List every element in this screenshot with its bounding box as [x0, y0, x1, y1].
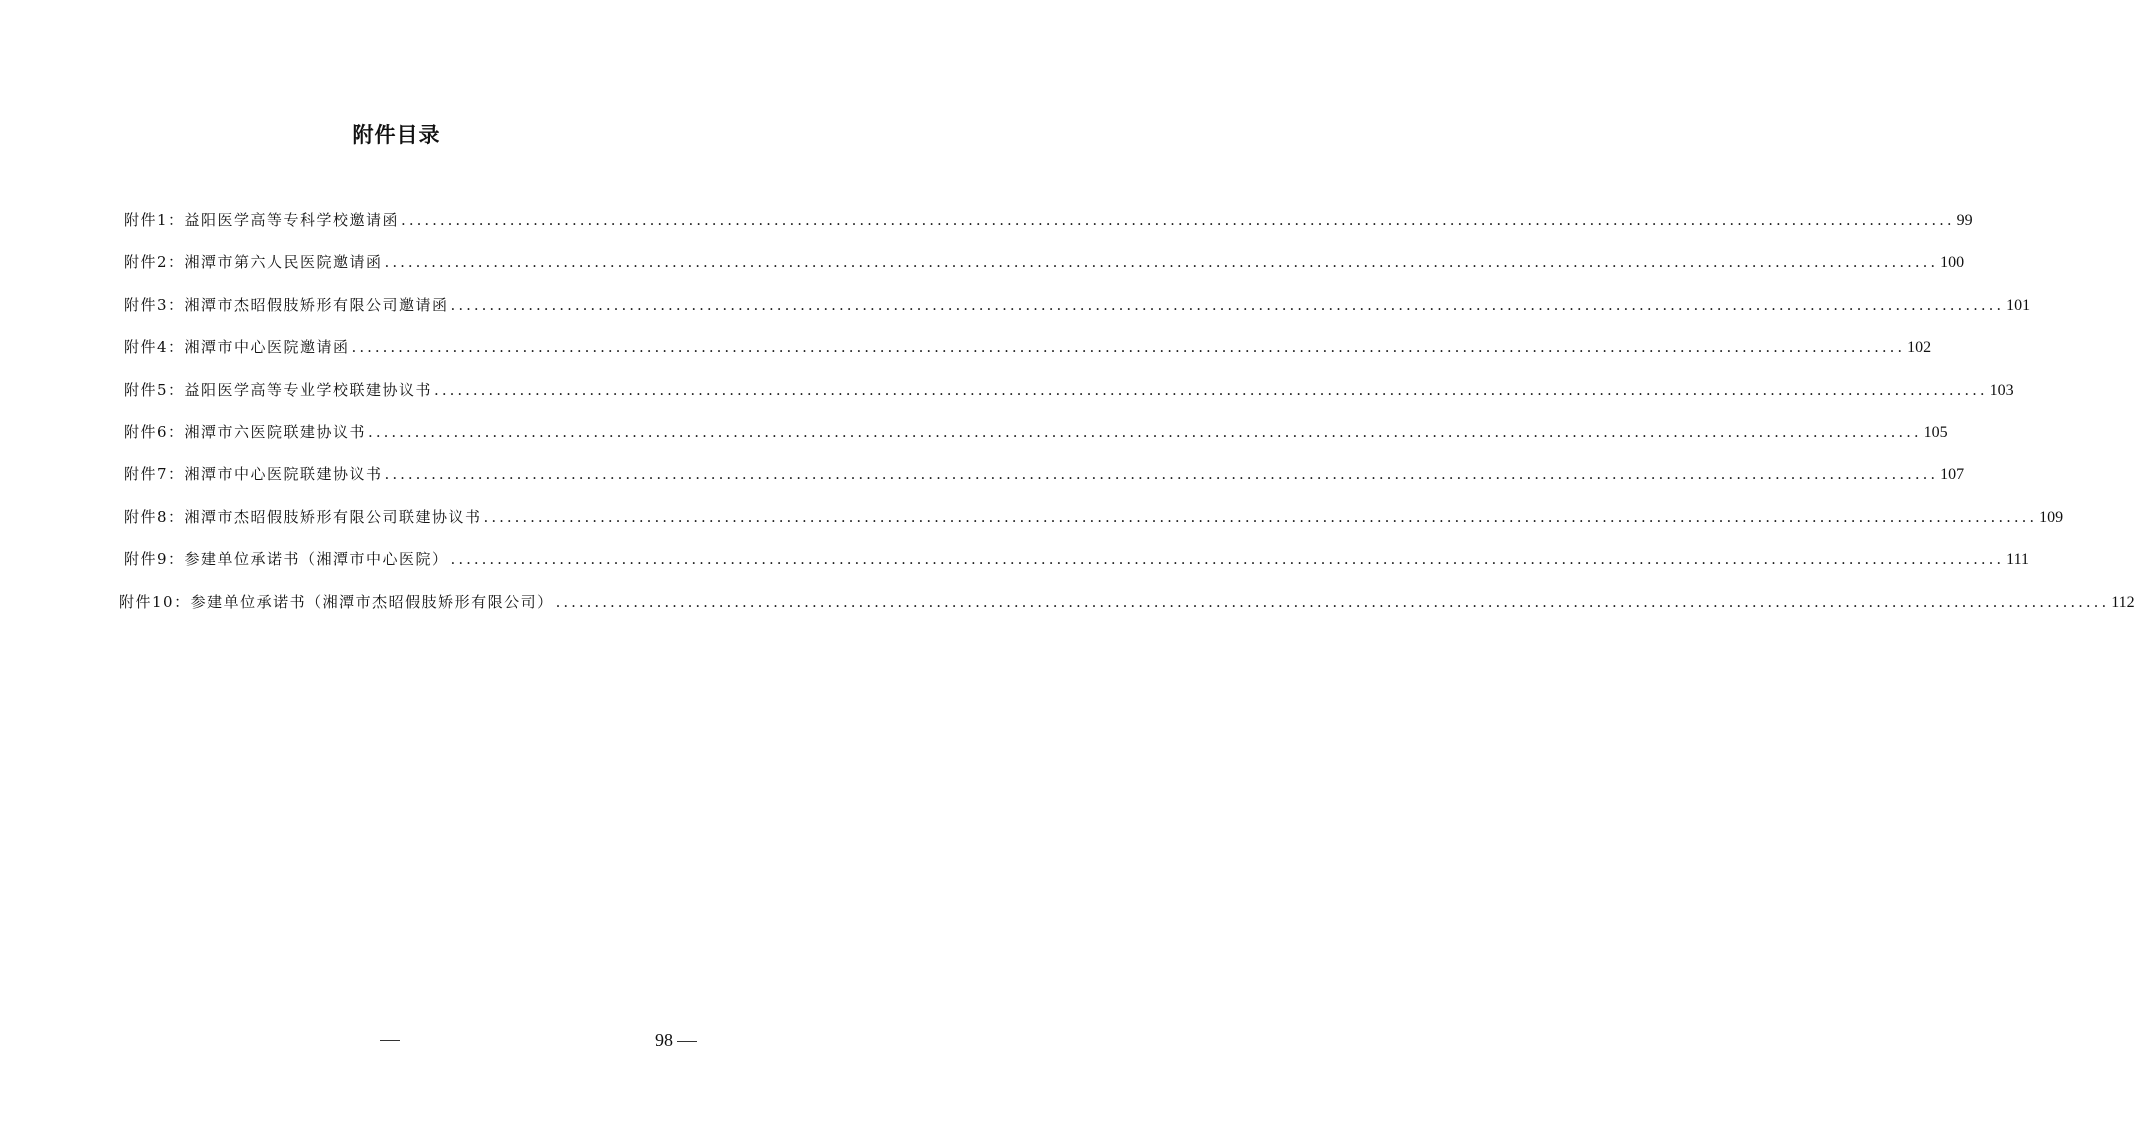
toc-item-page: 112 — [2111, 593, 2135, 611]
toc-item-8[interactable] — [124, 501, 2064, 543]
toc-leader-dots: ........................................................................................................................................................................................................ — [555, 592, 2110, 611]
toc-item-page: 111 — [2006, 551, 2029, 569]
toc-leader-dots: ........................................................................................................................................................................................................ — [401, 211, 1955, 229]
toc-item-label: 附件6：湘潭市六医院联建协议书 — [124, 422, 367, 441]
toc-item-1[interactable] — [124, 204, 1973, 246]
toc-leader-dots: ........................................................................................................................................................................................................ — [384, 465, 1939, 484]
toc-item-label: 附件10：参建单位承诺书（湘潭市杰昭假肢矫形有限公司） — [119, 592, 554, 611]
toc-item-page: 101 — [2006, 296, 2031, 314]
toc-leader-dots: ........................................................................................................................................................................................................ — [450, 550, 2005, 569]
toc-item-page: 100 — [1940, 254, 1965, 272]
toc-leader-dots: ........................................................................................................................................................................................................ — [384, 253, 1939, 272]
toc-leader-dots: ........................................................................................................................................................................................................ — [368, 422, 1922, 441]
toc-leader-dots: ........................................................................................................................................................................................................ — [483, 507, 2038, 526]
page-title: 附件目录 — [352, 123, 441, 147]
toc-item-2[interactable] — [124, 246, 1965, 288]
toc-item-9[interactable] — [124, 543, 2029, 585]
toc-item-10[interactable] — [119, 586, 2135, 628]
toc-item-page: 102 — [1907, 339, 1932, 357]
toc-item-label: 附件5：益阳医学高等专业学校联建协议书 — [124, 380, 433, 399]
toc-item-3[interactable] — [124, 289, 2031, 331]
toc-leader-dots: ........................................................................................................................................................................................................ — [434, 380, 1988, 399]
footer-right-dash — [677, 1041, 697, 1042]
toc-item-page: 99 — [1956, 212, 1973, 229]
toc-item-label: 附件4：湘潭市中心医院邀请函 — [124, 338, 350, 357]
footer-page-number: 98 — [655, 1030, 673, 1050]
toc-item-label: 附件2：湘潭市第六人民医院邀请函 — [124, 253, 383, 272]
toc-item-page: 105 — [1923, 423, 1948, 441]
toc-item-7[interactable] — [124, 458, 1965, 500]
toc-leader-dots: ........................................................................................................................................................................................................ — [450, 295, 2005, 314]
table-of-contents — [119, 204, 2135, 628]
toc-leader-dots: ........................................................................................................................................................................................................ — [351, 338, 1906, 357]
toc-item-page: 109 — [2039, 508, 2064, 526]
toc-item-label: 附件9：参建单位承诺书（湘潭市中心医院） — [124, 550, 449, 569]
toc-item-label: 附件3：湘潭市杰昭假肢矫形有限公司邀请函 — [124, 295, 449, 314]
toc-item-5[interactable] — [124, 374, 2014, 416]
toc-item-6[interactable] — [124, 416, 1948, 458]
toc-item-label: 附件1：益阳医学高等专科学校邀请函 — [124, 211, 400, 229]
footer-left-dash — [380, 1040, 400, 1042]
toc-item-label: 附件8：湘潭市杰昭假肢矫形有限公司联建协议书 — [124, 507, 482, 526]
toc-item-4[interactable] — [124, 331, 1932, 373]
toc-item-label: 附件7：湘潭市中心医院联建协议书 — [124, 465, 383, 484]
footer-page-number-block — [655, 1030, 697, 1051]
toc-item-page: 107 — [1940, 466, 1965, 484]
toc-item-page: 103 — [1989, 381, 2014, 399]
